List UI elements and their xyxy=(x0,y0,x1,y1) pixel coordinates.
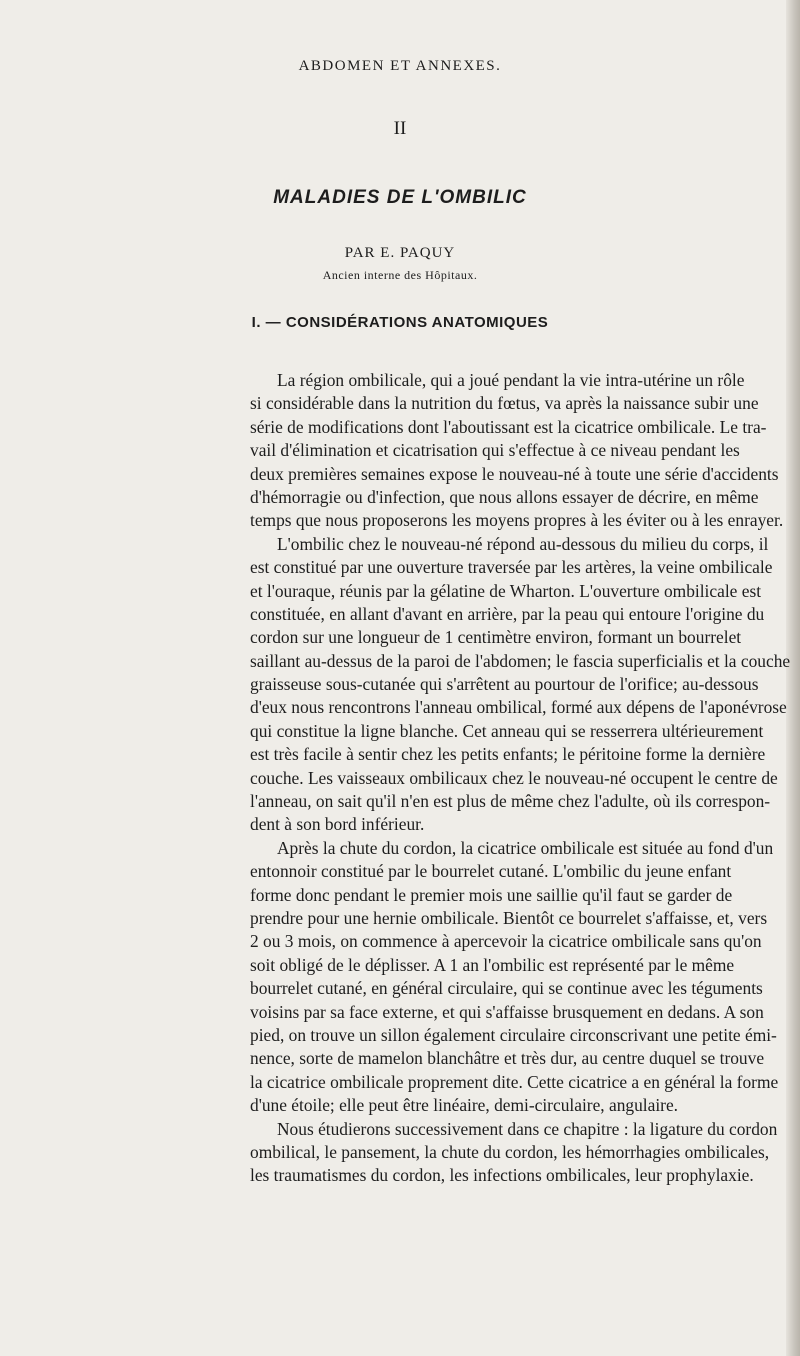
text-line: pied, on trouve un sillon également circulaire circonscrivant une petite émi- xyxy=(250,1024,777,1045)
chapter-number: II xyxy=(393,118,407,139)
text-line: vail d'élimination et cicatrisation qui s'effectue à ce niveau pendant les xyxy=(250,440,740,461)
text-line: ombilical, le pansement, la chute du cordon, les hémorrhagies ombilicales, xyxy=(250,1141,770,1162)
text-line: l'anneau, on sait qu'il n'en est plus de même chez l'adulte, où ils correspon- xyxy=(250,791,771,812)
text-line: qui constitue la ligne blanche. Cet anneau qui se resserrera ultérieurement xyxy=(250,720,764,741)
text-line: est très facile à sentir chez les petits enfants; le péritoine forme la dernière xyxy=(250,744,766,765)
text-line: prendre pour une hernie ombilicale. Bientôt ce bourrelet s'affaisse, et, vers xyxy=(250,907,768,928)
text-line: Après la chute du cordon, la cicatrice ombilicale est située au fond d'un xyxy=(277,837,774,858)
text-line: entonnoir constitué par le bourrelet cutané. L'ombilic du jeune enfant xyxy=(250,861,732,882)
text-line: La région ombilicale, qui a joué pendant la vie intra-utérine un rôle xyxy=(277,370,745,390)
body-text xyxy=(0,369,800,1188)
author-role: Ancien interne des Hôpitaux. xyxy=(322,268,478,282)
text-line: d'eux nous rencontrons l'anneau ombilical, formé aux dépens de l'aponévrose xyxy=(250,697,787,718)
text-line: et l'ouraque, réunis par la gélatine de Wharton. L'ouverture ombilicale est xyxy=(250,580,762,601)
text-line: Nous étudierons successivement dans ce chapitre : la ligature du cordon xyxy=(277,1118,778,1139)
text-line: est constitué par une ouverture traversée par les artères, la veine ombilicale xyxy=(250,557,773,578)
running-head: ABDOMEN ET ANNEXES. xyxy=(298,58,502,74)
text-line: constituée, en allant d'avant en arrière, par la peau qui entoure l'origine du xyxy=(250,603,765,624)
text-line: les traumatismes du cordon, les infections ombilicales, leur prophylaxie. xyxy=(250,1165,754,1186)
text-line: graisseuse sous-cutanée qui s'arrêtent au pourtour de l'orifice; au-dessous xyxy=(250,674,759,695)
text-line: couche. Les vaisseaux ombilicaux chez le nouveau-né occupent le centre de xyxy=(250,767,778,788)
text-line: d'une étoile; elle peut être linéaire, demi-circulaire, angulaire. xyxy=(250,1095,679,1116)
text-line: voisins par sa face externe, et qui s'affaisse brusquement en dedans. A son xyxy=(250,1001,764,1022)
text-line: série de modifications dont l'aboutissant est la cicatrice ombilicale. Le tra- xyxy=(250,416,767,437)
text-line: cordon sur une longueur de 1 centimètre environ, formant un bourrelet xyxy=(250,627,742,648)
text-line: soit obligé de le déplisser. A 1 an l'ombilic est représenté par le même xyxy=(250,954,735,975)
text-line: bourrelet cutané, en général circulaire, qui se continue avec les téguments xyxy=(250,978,763,999)
text-line: forme donc pendant le premier mois une saillie qu'il faut se garder de xyxy=(250,884,733,905)
text-line: temps que nous proposerons les moyens propres à les éviter ou à les enrayer. xyxy=(250,510,784,531)
author-name: PAR E. PAQUY xyxy=(344,245,456,261)
text-line: deux premières semaines expose le nouveau-né à toute une série d'accidents xyxy=(250,463,779,484)
text-line: saillant au-dessus de la paroi de l'abdomen; le fascia superficialis et la couche xyxy=(250,650,791,671)
text-line: L'ombilic chez le nouveau-né répond au-dessous du milieu du corps, il xyxy=(277,533,769,554)
text-line: si considérable dans la nutrition du fœtus, va après la naissance subir une xyxy=(250,393,759,414)
chapter-title: MALADIES DE L'OMBILIC xyxy=(273,187,527,208)
text-line: dent à son bord inférieur. xyxy=(250,814,425,835)
text-line: la cicatrice ombilicale proprement dite. Cette cicatrice a en général la forme xyxy=(250,1071,779,1092)
text-line: 2 ou 3 mois, on commence à apercevoir la cicatrice ombilicale sans qu'on xyxy=(250,931,762,952)
text-line: nence, sorte de mamelon blanchâtre et très dur, au centre duquel se trouve xyxy=(250,1048,765,1069)
section-heading: I. — CONSIDÉRATIONS ANATOMIQUES xyxy=(251,314,549,331)
text-line: d'hémorragie ou d'infection, que nous allons essayer de décrire, en même xyxy=(250,486,759,507)
